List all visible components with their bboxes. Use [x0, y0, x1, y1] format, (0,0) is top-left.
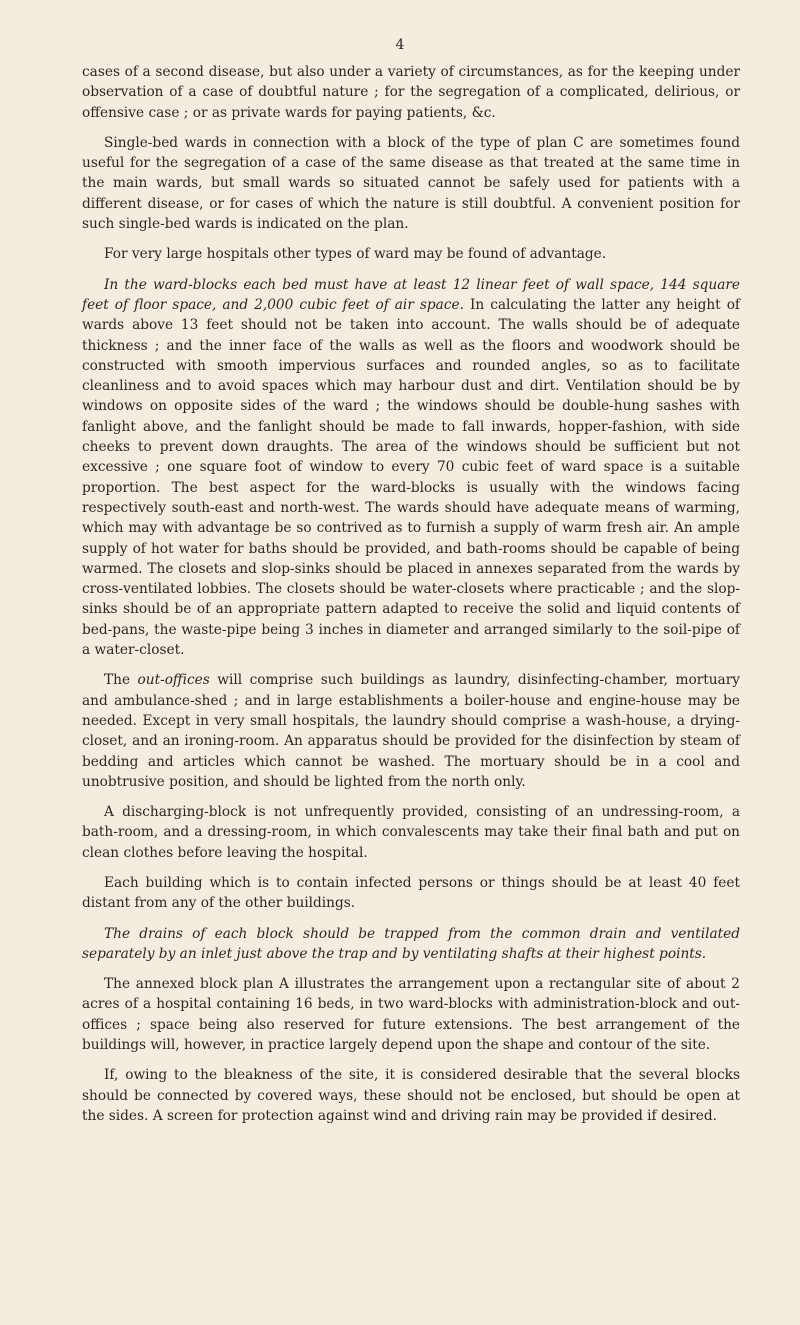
- ward-block-requirements: In the ward-blocks each bed must have at least 12 linear feet of wall space, 144 square feet of floor space, and 2,000 cubic feet of air space.: [82, 276, 740, 313]
- paragraph-drains: [82, 924, 740, 965]
- paragraph-large-hospitals: For very large hospitals other types of ward may be found of advantage.: [104, 246, 607, 263]
- paragraph-single-bed-wards: Single-bed wards in connection with a block of the type of plan C are sometimes found useful for the segregation of a case of the same disease as that treated at the same time in the main wards, but small wards so situated cannot be safely used for patients with a different disease, or for cases of which the nature is still doubtful. A convenient position for such single-bed wards is indicated on the plan.: [82, 134, 740, 233]
- paragraph-building-distance: Each building which is to contain infected persons or things should be at least 40 feet distant from any of the other buildings.: [82, 874, 740, 912]
- out-offices-details: will comprise such buildings as laundry, disinfecting-chamber, mortuary and ambulance-shed ; and in large establishments a boiler-house and engine-house may be needed. Except in very small hospitals, the laundry should comprise a wash-house, a drying-closet, and an ironing-room. An apparatus should be provided for the disinfection by steam of bedding and articles which cannot be washed. The mortuary should be in a cool and unobtrusive position, and should be lighted from the north only.: [82, 672, 740, 790]
- ward-block-details: In calculating the latter any height of wards above 13 feet should not be taken into account. The walls should be of adequate thickness ; and the inner face of the walls as well as the floors and woodwork should be constructed with smooth impervious surfaces and rounded angles, so as to facilitate cleanliness and to avoid spaces which may harbour dust and dirt. Ventilation should be by windows on opposite sides of the ward ; the windows should be double-hung sashes with fanlight above, and the fanlight should be made to fall inwards, hopper-fashion, with side cheeks to prevent down draughts. The area of the windows should be sufficient but not excessive ; one square foot of window to every 70 cubic feet of ward space is a suitable proportion. The best aspect for the ward-blocks is usually with the windows facing respectively south-east and north-west. The wards should have adequate means of warming, which may with advantage be so contrived as to furnish a supply of warm fresh air. An ample supply of hot water for baths should be provided, and bath-rooms should be capable of being warmed. The closets and slop-sinks should be placed in annexes separated from the wards by cross-ventilated lobbies. The closets should be water-closets where practicable ; and the slop-sinks should be of an appropriate pattern adapted to receive the solid and liquid contents of bed-pans, the waste-pipe being 3 inches in diameter and arranged similarly to the soil-pipe of a water-closet.: [82, 296, 740, 659]
- paragraph-ward-blocks: [82, 275, 740, 661]
- paragraph-block-plan: The annexed block plan A illustrates the arrangement upon a rectangular site of about 2 acres of a hospital containing 16 beds, in two ward-blocks with administration-block and out-offices ; space being also reserved for future extensions. The best arrangement of the buildings will, however, in practice largely depend upon the shape and contour of the site.: [82, 976, 740, 1054]
- paragraph-continuation: cases of a second disease, but also under a variety of circumstances, as for the keeping under observation of a case of doubtful nature ; for the segregation of a complicated, delirious, or offensive case ; or as private wards for paying patients, &c.: [82, 64, 740, 121]
- drains-requirements: The drains of each block should be trapped from the common drain and ventilated separately by an inlet just above the trap and by ventilating shafts at their highest points.: [82, 925, 740, 962]
- out-offices-lead: The: [104, 672, 138, 689]
- page-number: 4: [395, 37, 405, 53]
- paragraph-discharging-block: A discharging-block is not unfrequently provided, consisting of an undressing-room, a bath-room, and a dressing-room, in which convalescents may take their final bath and put on clean clothes before leaving the hospital.: [82, 804, 740, 861]
- body-text: [82, 62, 740, 1126]
- paragraph-covered-ways: If, owing to the bleakness of the site, it is considered desirable that the several blocks should be connected by covered ways, these should not be enclosed, but should be open at the sides. A screen for protection against wind and driving rain may be provided if desired.: [82, 1067, 740, 1124]
- paragraph-out-offices: [82, 670, 740, 792]
- out-offices-term: out-offices: [137, 672, 210, 689]
